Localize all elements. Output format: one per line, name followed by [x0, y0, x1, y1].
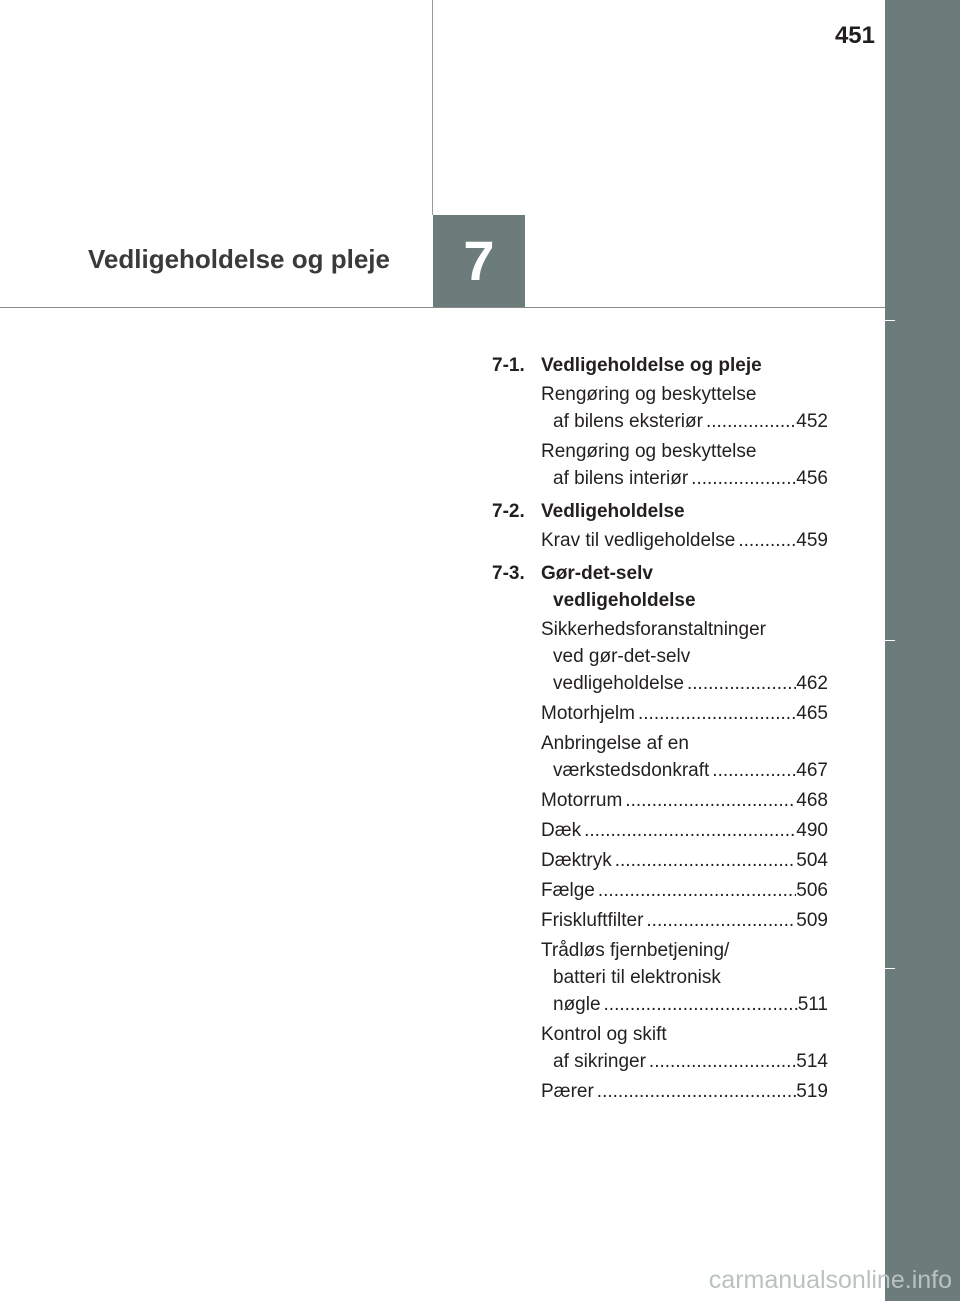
dot-leader	[709, 757, 796, 784]
dot-leader	[635, 700, 796, 727]
toc-page-number: 506	[796, 880, 828, 901]
toc-page-number: 511	[797, 994, 828, 1015]
toc-entry[interactable]	[541, 907, 828, 934]
toc-page-number: 465	[796, 703, 828, 724]
section-title-line: vedligeholdelse	[553, 590, 696, 611]
chapter-sidebar	[885, 0, 960, 1301]
section-heading[interactable]	[492, 560, 828, 614]
toc-entry[interactable]	[541, 700, 828, 727]
toc-page-number: 452	[796, 411, 828, 432]
section-heading[interactable]	[492, 498, 828, 525]
toc-entry[interactable]	[541, 616, 828, 697]
toc-entry-text: Krav til vedligeholdelse	[541, 530, 736, 551]
toc-entry-last-line	[541, 527, 828, 554]
toc-entry[interactable]	[541, 730, 828, 784]
dot-leader	[622, 787, 796, 814]
dot-leader	[703, 408, 796, 435]
toc-entry-last-line	[541, 907, 828, 934]
toc-entry[interactable]	[541, 527, 828, 554]
toc-entry-text: Motorrum	[541, 790, 623, 811]
section-title-line: Vedligeholdelse	[541, 501, 685, 522]
vertical-divider	[432, 0, 433, 215]
toc-entry-text: nøgle	[553, 994, 601, 1015]
toc-entry-line: Rengøring og beskyttelse	[541, 441, 757, 462]
toc-page-number: 519	[796, 1081, 828, 1102]
toc-entry-text: Dæktryk	[541, 850, 612, 871]
toc-entry-line: Sikkerhedsforanstaltninger	[541, 619, 766, 640]
section-heading[interactable]	[492, 352, 828, 379]
toc-entry-text: Motorhjelm	[541, 703, 635, 724]
chapter-title: Vedligeholdelse og pleje	[88, 244, 390, 274]
toc-entry-text: værkstedsdonkraft	[553, 760, 710, 781]
toc-entry[interactable]	[541, 847, 828, 874]
section-number: 7-2.	[492, 501, 525, 522]
dot-leader	[594, 1078, 797, 1105]
toc-section	[492, 560, 828, 1105]
toc-entry[interactable]	[541, 817, 828, 844]
toc-page-number: 514	[796, 1051, 828, 1072]
toc-entry[interactable]	[541, 937, 828, 1018]
toc-entry-text: af bilens eksteriør	[553, 411, 703, 432]
dot-leader	[595, 877, 796, 904]
toc-entry-line: Kontrol og skift	[541, 1024, 667, 1045]
toc-entry-last-line	[541, 877, 828, 904]
dot-leader	[612, 847, 797, 874]
toc-entry-last-line	[541, 465, 828, 492]
toc-entry[interactable]	[541, 1021, 828, 1075]
section-title	[541, 352, 828, 379]
section-title-line: Vedligeholdelse og pleje	[541, 355, 762, 376]
section-number: 7-1.	[492, 355, 525, 376]
toc-entry-last-line	[541, 670, 828, 697]
toc-entry-text: vedligeholdelse	[553, 673, 684, 694]
chapter-number-box: 7	[433, 215, 525, 307]
toc-entry[interactable]	[541, 381, 828, 435]
dot-leader	[735, 527, 796, 554]
toc-entry-last-line	[541, 847, 828, 874]
toc-entry[interactable]	[541, 438, 828, 492]
section-title	[541, 560, 828, 614]
toc-section	[492, 498, 828, 554]
toc-section	[492, 352, 828, 492]
table-of-contents	[492, 352, 828, 1111]
dot-leader	[601, 991, 798, 1018]
toc-page-number: 504	[796, 850, 828, 871]
toc-entry-last-line	[541, 700, 828, 727]
dot-leader	[581, 817, 796, 844]
horizontal-divider	[0, 307, 885, 308]
section-title	[541, 498, 828, 525]
toc-entry-line: Rengøring og beskyttelse	[541, 384, 757, 405]
toc-page-number: 467	[796, 760, 828, 781]
toc-entry-text: Dæk	[541, 820, 582, 841]
toc-entry-last-line	[541, 817, 828, 844]
toc-entry-last-line	[541, 991, 828, 1018]
toc-entry-last-line	[541, 757, 828, 784]
toc-entry-line: batteri til elektronisk	[553, 967, 721, 988]
dot-leader	[646, 1048, 796, 1075]
toc-entry-text: Friskluftfilter	[541, 910, 644, 931]
toc-page-number: 490	[796, 820, 828, 841]
toc-entry-line: Trådløs fjernbetjening/	[541, 940, 730, 961]
sidebar-tick	[885, 968, 895, 969]
toc-entry[interactable]	[541, 877, 828, 904]
toc-entry-line: ved gør-det-selv	[553, 646, 691, 667]
toc-entry-last-line	[541, 408, 828, 435]
toc-entry-text: af bilens interiør	[553, 468, 689, 489]
dot-leader	[643, 907, 796, 934]
toc-page-number: 456	[796, 468, 828, 489]
toc-entry-last-line	[541, 787, 828, 814]
toc-page-number: 509	[796, 910, 828, 931]
toc-entry[interactable]	[541, 787, 828, 814]
toc-entry-last-line	[541, 1078, 828, 1105]
section-title-line: Gør-det-selv	[541, 563, 653, 584]
toc-page-number: 468	[796, 790, 828, 811]
toc-entry-line: Anbringelse af en	[541, 733, 689, 754]
sidebar-tick	[885, 320, 895, 321]
toc-page-number: 459	[796, 530, 828, 551]
toc-entry-last-line	[541, 1048, 828, 1075]
toc-entry[interactable]	[541, 1078, 828, 1105]
dot-leader	[684, 670, 796, 697]
page-number: 451	[834, 22, 875, 49]
sidebar-tick	[885, 640, 895, 641]
watermark: carmanualsonline.info	[708, 1266, 952, 1294]
toc-entry-text: af sikringer	[553, 1051, 646, 1072]
section-number: 7-3.	[492, 563, 525, 584]
toc-entry-text: Pærer	[541, 1081, 594, 1102]
toc-page-number: 462	[796, 673, 828, 694]
toc-entry-text: Fælge	[541, 880, 595, 901]
dot-leader	[688, 465, 796, 492]
